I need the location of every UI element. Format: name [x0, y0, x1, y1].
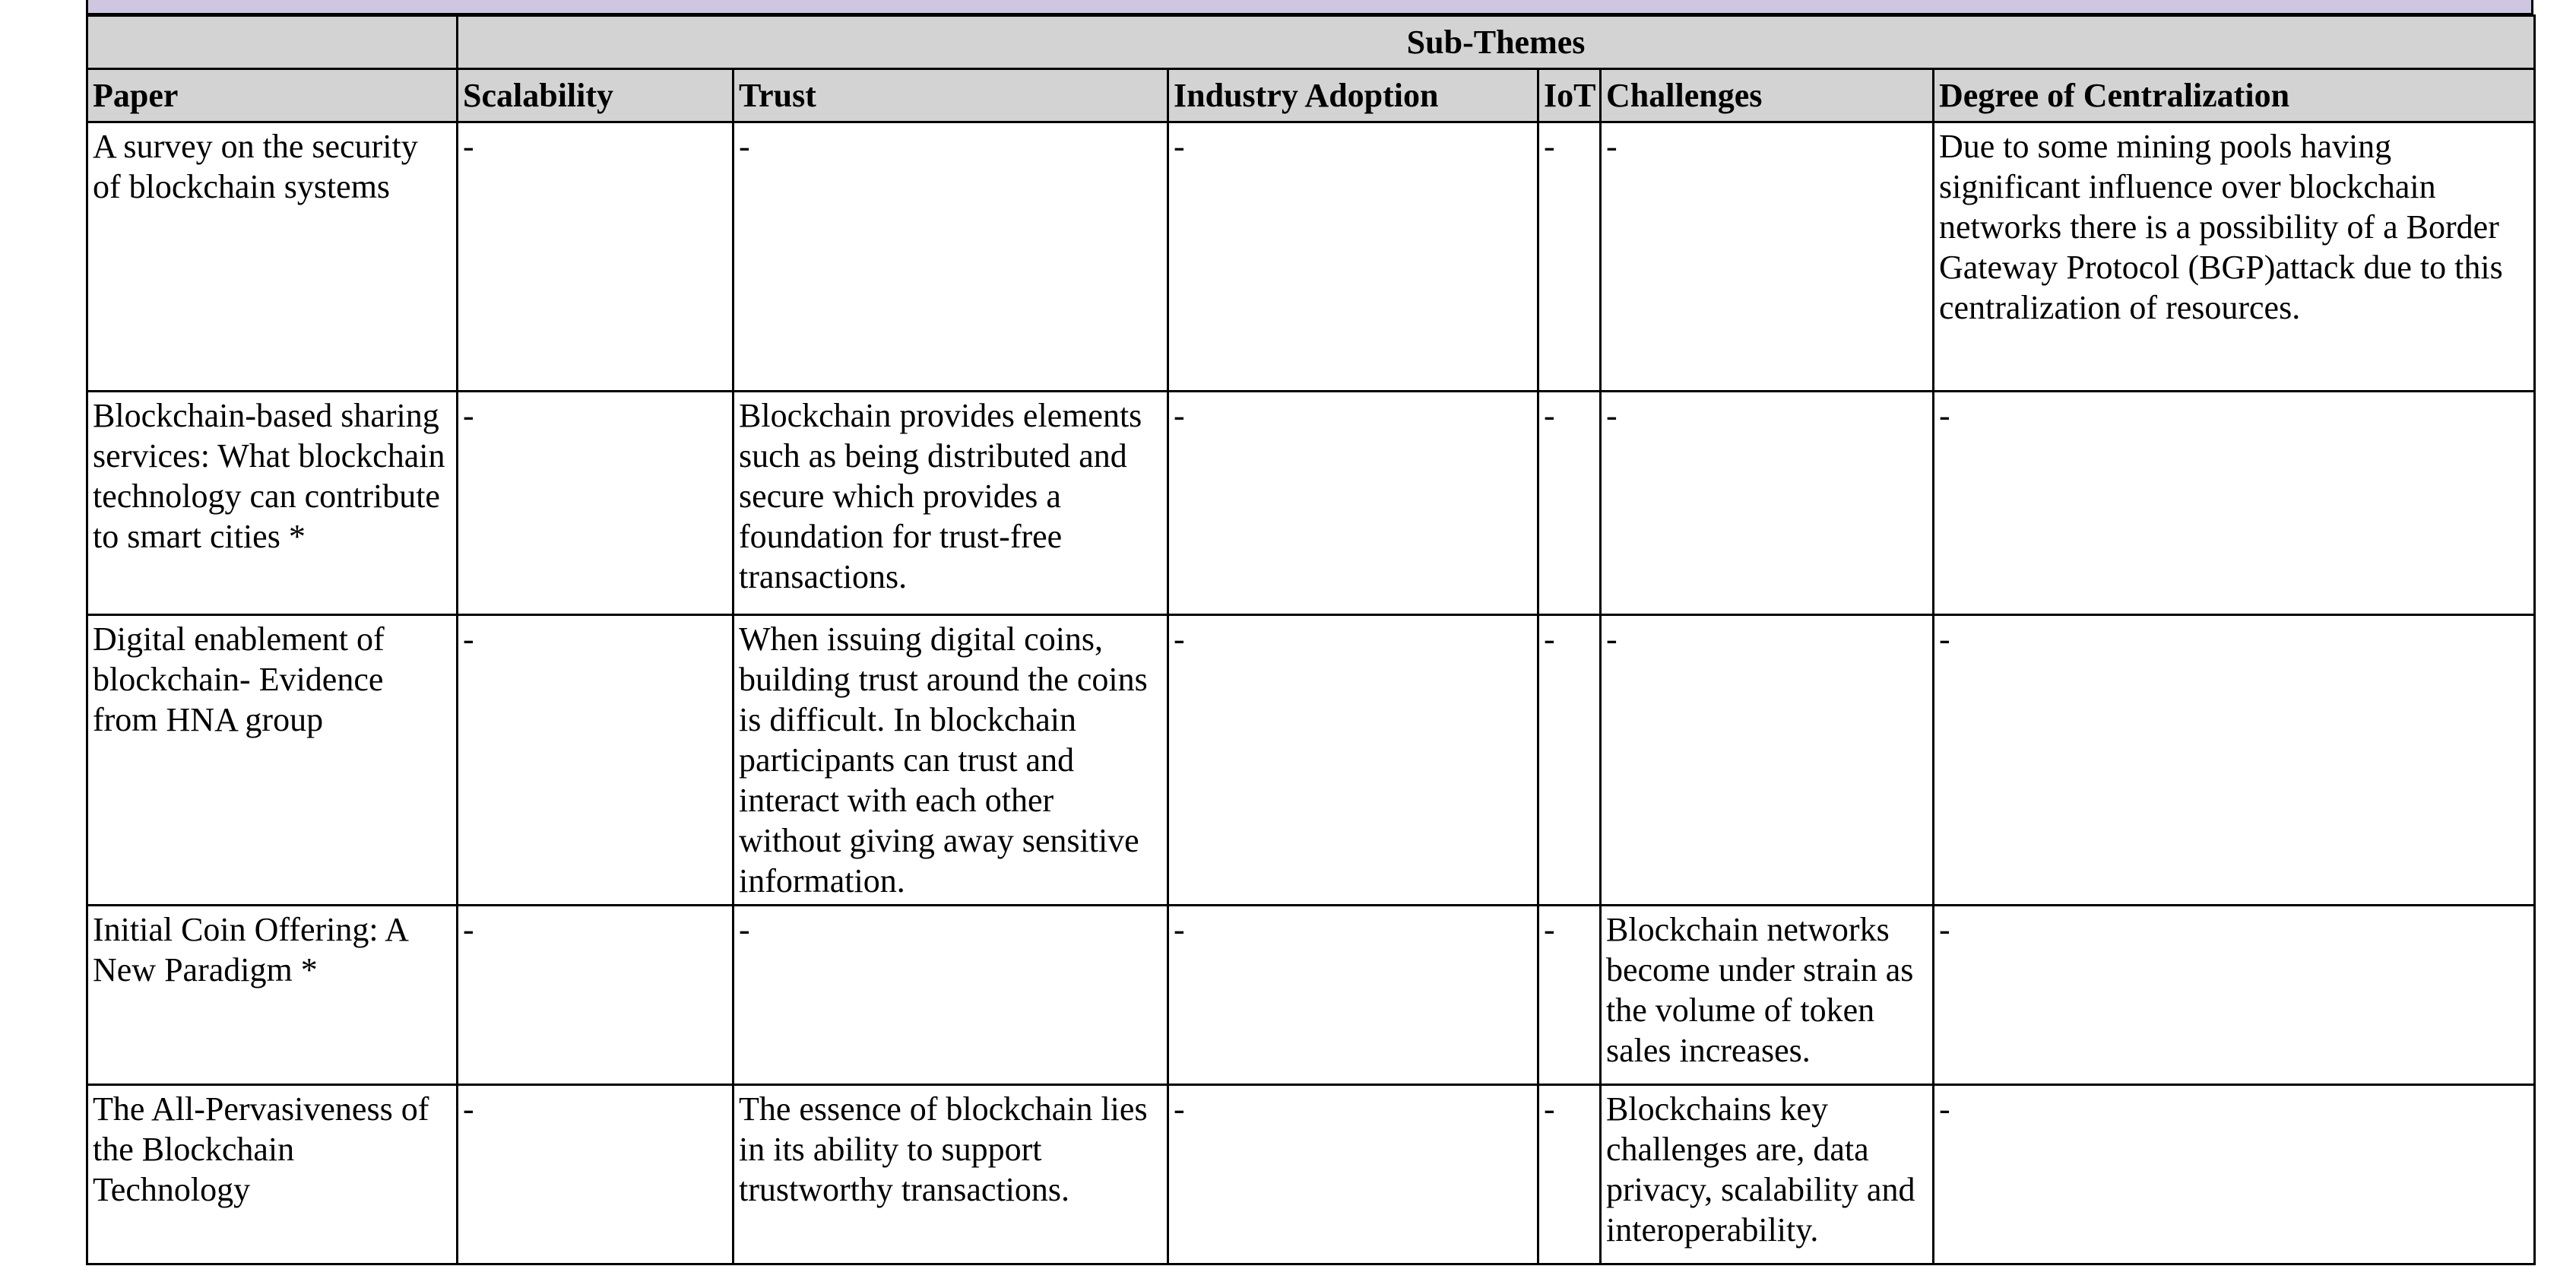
table-row — [87, 392, 2535, 615]
sub-themes-table — [86, 14, 2536, 1265]
cell-challenges: Blockchain networks become under strain as the volume of token sales increases. — [1601, 906, 1934, 1085]
cell-paper: The All-Pervasiveness of the Blockchain Technology — [87, 1085, 458, 1264]
group-header-blank — [87, 16, 458, 69]
table-row — [87, 906, 2535, 1085]
cell-scalability: - — [458, 392, 734, 615]
group-header-row — [87, 16, 2535, 69]
cell-trust: The essence of blockchain lies in its ability to support trustworthy transactions. — [734, 1085, 1168, 1264]
cell-scalability: - — [458, 122, 734, 392]
cell-scalability: - — [458, 906, 734, 1085]
cell-industry-adoption: - — [1168, 906, 1538, 1085]
column-header-row — [87, 69, 2535, 122]
sub-themes-header: Sub-Themes — [458, 16, 2535, 69]
cell-degree-of-centralization: - — [1934, 392, 2535, 615]
cell-challenges: Blockchains key challenges are, data privacy, scalability and interoperability. — [1601, 1085, 1934, 1264]
cell-industry-adoption: - — [1168, 1085, 1538, 1264]
table-row — [87, 122, 2535, 392]
cell-industry-adoption: - — [1168, 392, 1538, 615]
cell-degree-of-centralization: - — [1934, 906, 2535, 1085]
cell-challenges: - — [1601, 392, 1934, 615]
cell-iot: - — [1538, 392, 1601, 615]
cell-trust: Blockchain provides elements such as being distributed and secure which provides a foundation for trust-free transactions. — [734, 392, 1168, 615]
cell-degree-of-centralization: - — [1934, 1085, 2535, 1264]
cell-iot: - — [1538, 1085, 1601, 1264]
cell-paper: A survey on the security of blockchain systems — [87, 122, 458, 392]
cell-iot: - — [1538, 906, 1601, 1085]
cell-iot: - — [1538, 122, 1601, 392]
cell-iot: - — [1538, 615, 1601, 906]
cell-degree-of-centralization: Due to some mining pools having significant influence over blockchain networks there is a possibility of a Border Gateway Protocol (BGP)attack due to this centralization of resources. — [1934, 122, 2535, 392]
cell-paper: Initial Coin Offering: A New Paradigm * — [87, 906, 458, 1085]
cell-scalability: - — [458, 1085, 734, 1264]
cell-industry-adoption: - — [1168, 122, 1538, 392]
cell-trust: When issuing digital coins, building trust around the coins is difficult. In blockchain participants can trust and interact with each other without giving away sensitive information. — [734, 615, 1168, 906]
col-header-scalability: Scalability — [458, 69, 734, 122]
col-header-challenges: Challenges — [1601, 69, 1934, 122]
cell-paper: Digital enablement of blockchain- Evidence from HNA group — [87, 615, 458, 906]
col-header-degree-of-centralization: Degree of Centralization — [1934, 69, 2535, 122]
cell-scalability: - — [458, 615, 734, 906]
cell-trust: - — [734, 906, 1168, 1085]
table-row — [87, 615, 2535, 906]
col-header-paper: Paper — [87, 69, 458, 122]
cell-paper: Blockchain-based sharing services: What blockchain technology can contribute to smart cities * — [87, 392, 458, 615]
cell-trust: - — [734, 122, 1168, 392]
cell-challenges: - — [1601, 615, 1934, 906]
cell-industry-adoption: - — [1168, 615, 1538, 906]
col-header-industry-adoption: Industry Adoption — [1168, 69, 1538, 122]
cell-challenges: - — [1601, 122, 1934, 392]
table-top-band — [86, 0, 2533, 15]
table-row — [87, 1085, 2535, 1264]
col-header-iot: IoT — [1538, 69, 1601, 122]
cell-degree-of-centralization: - — [1934, 615, 2535, 906]
col-header-trust: Trust — [734, 69, 1168, 122]
